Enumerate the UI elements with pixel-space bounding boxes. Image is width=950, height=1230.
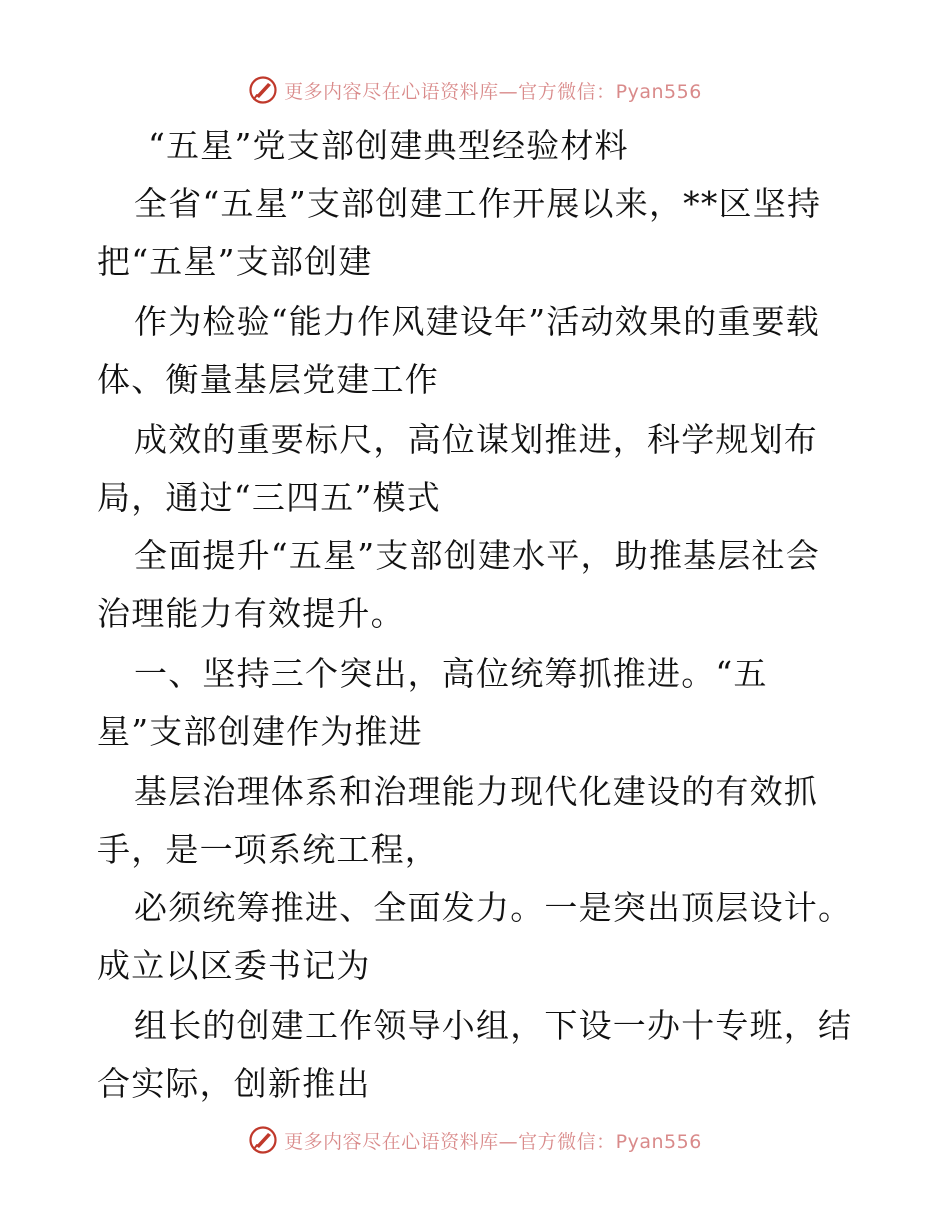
quill-pen-circle-icon [248, 1125, 278, 1155]
text-line: 基层治理体系和治理能力现代化建设的有效抓 [134, 772, 818, 811]
footer-watermark [0, 1120, 950, 1160]
text-line: 把“五星”支部创建 [97, 242, 373, 281]
watermark-text: 更多内容尽在心语资料库—官方微信：Pyan556 [284, 80, 702, 103]
text-line: 星”支部创建作为推进 [97, 712, 423, 751]
text-line: 局，通过“三四五”模式 [97, 478, 441, 517]
quill-pen-circle-icon [248, 75, 278, 105]
text-line: 必须统筹推进、全面发力。一是突出顶层设计。 [134, 888, 853, 927]
text-line: 成立以区委书记为 [97, 946, 371, 985]
text-line: 全省“五星”支部创建工作开展以来，**区坚持 [134, 184, 822, 223]
text-line: 组长的创建工作领导小组，下设一办十专班，结 [134, 1006, 853, 1045]
watermark-text: 更多内容尽在心语资料库—官方微信：Pyan556 [284, 1130, 702, 1153]
text-line: 一、坚持三个突出，高位统筹抓推进。“五 [134, 654, 768, 693]
document-title: “五星”党支部创建典型经验材料 [148, 126, 629, 165]
text-line: 全面提升“五星”支部创建水平，助推基层社会 [134, 536, 820, 575]
text-line: 作为检验“能力作风建设年”活动效果的重要载 [134, 302, 820, 341]
header-watermark [0, 70, 950, 110]
text-line: 成效的重要标尺，高位谋划推进，科学规划布 [134, 420, 818, 459]
text-line: 手，是一项系统工程， [97, 830, 439, 869]
text-line: 治理能力有效提升。 [97, 594, 405, 633]
text-line: 合实际，创新推出 [97, 1064, 371, 1103]
text-line: 体、衡量基层党建工作 [97, 360, 439, 399]
